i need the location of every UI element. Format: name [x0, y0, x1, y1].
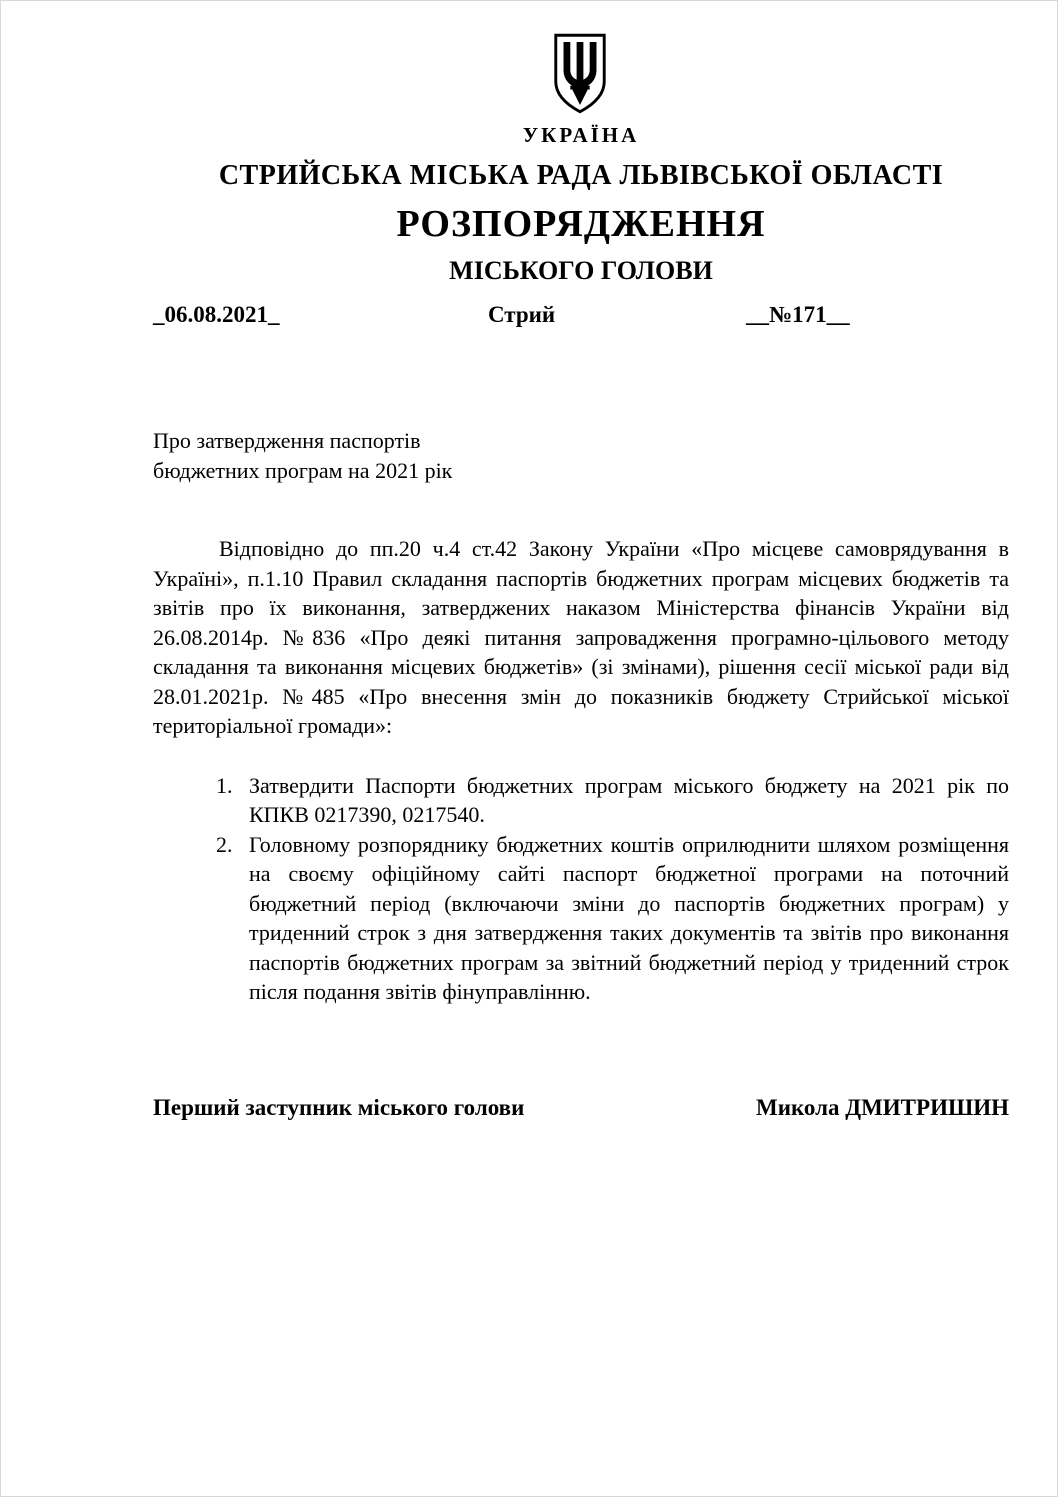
signer-position: Перший заступник міського голови: [153, 1094, 525, 1120]
resolution-item-1: [216, 771, 1009, 830]
signer-name: Микола ДМИТРИШИН: [756, 1094, 1009, 1120]
signature-row: [153, 1095, 1009, 1121]
resolution-item-2: [216, 830, 1009, 1007]
resolution-item-text: Головному розпоряднику бюджетних коштів оприлюднити шляхом розміщення на своєму офіційному сайті паспорт бюджетної програми на поточний бюджетний період (включаючи зміни до паспортів бюджетних програм) у триденний строк з дня затвердження таких документів та звітів про виконання паспортів бюджетних програм за звітний бюджетний період у триденний строк після подання звітів фінуправлінню.: [249, 831, 1009, 1004]
document-subject: [153, 426, 1009, 486]
document-number: __№171__: [746, 302, 850, 327]
preamble-paragraph: Відповідно до пп.20 ч.4 ст.42 Закону України «Про місцеве самоврядування в Україні», п.1.10 Правил складання паспортів бюджетних програм місцевих бюджетів та звітів про їх виконання, затверджених наказом Міністерства фінансів України від 26.08.2014р. №836 «Про деякі питання запровадження програмно-цільового методу складання та виконання місцевих бюджетів» (зі змінами), рішення сесії міської ради від 28.01.2021р. №485 «Про внесення змін до показників бюджету Стрийської міської територіальної громади»:: [153, 536, 1009, 738]
subject-line-1: Про затвердження паспортів: [153, 428, 421, 453]
resolution-item-number: 1.: [216, 772, 233, 798]
document-place: Стрий: [488, 302, 556, 327]
date-place-number-row: [153, 302, 1009, 336]
council-name-title: СТРИЙСЬКА МІСЬКА РАДА ЛЬВІВСЬКОЇ ОБЛАСТІ: [218, 160, 944, 191]
trident-emblem-icon: [549, 31, 611, 117]
document-issuer-title: МІСЬКОГО ГОЛОВИ: [449, 256, 713, 285]
document-date: _06.08.2021_: [153, 302, 280, 327]
document-type-title: РОЗПОРЯДЖЕННЯ: [396, 203, 766, 245]
subject-line-2: бюджетних програм на 2021 рік: [153, 458, 453, 483]
document-header: [153, 31, 1009, 286]
resolution-item-text: Затвердити Паспорти бюджетних програм міського бюджету на 2021 рік по КПКВ 0217390, 0217540.: [249, 772, 1009, 827]
resolution-item-number: 2.: [216, 831, 233, 857]
ukraine-coat-of-arms-icon: [549, 31, 613, 117]
country-name: УКРАЇНА: [522, 123, 640, 147]
resolution-list: [153, 771, 1009, 1007]
